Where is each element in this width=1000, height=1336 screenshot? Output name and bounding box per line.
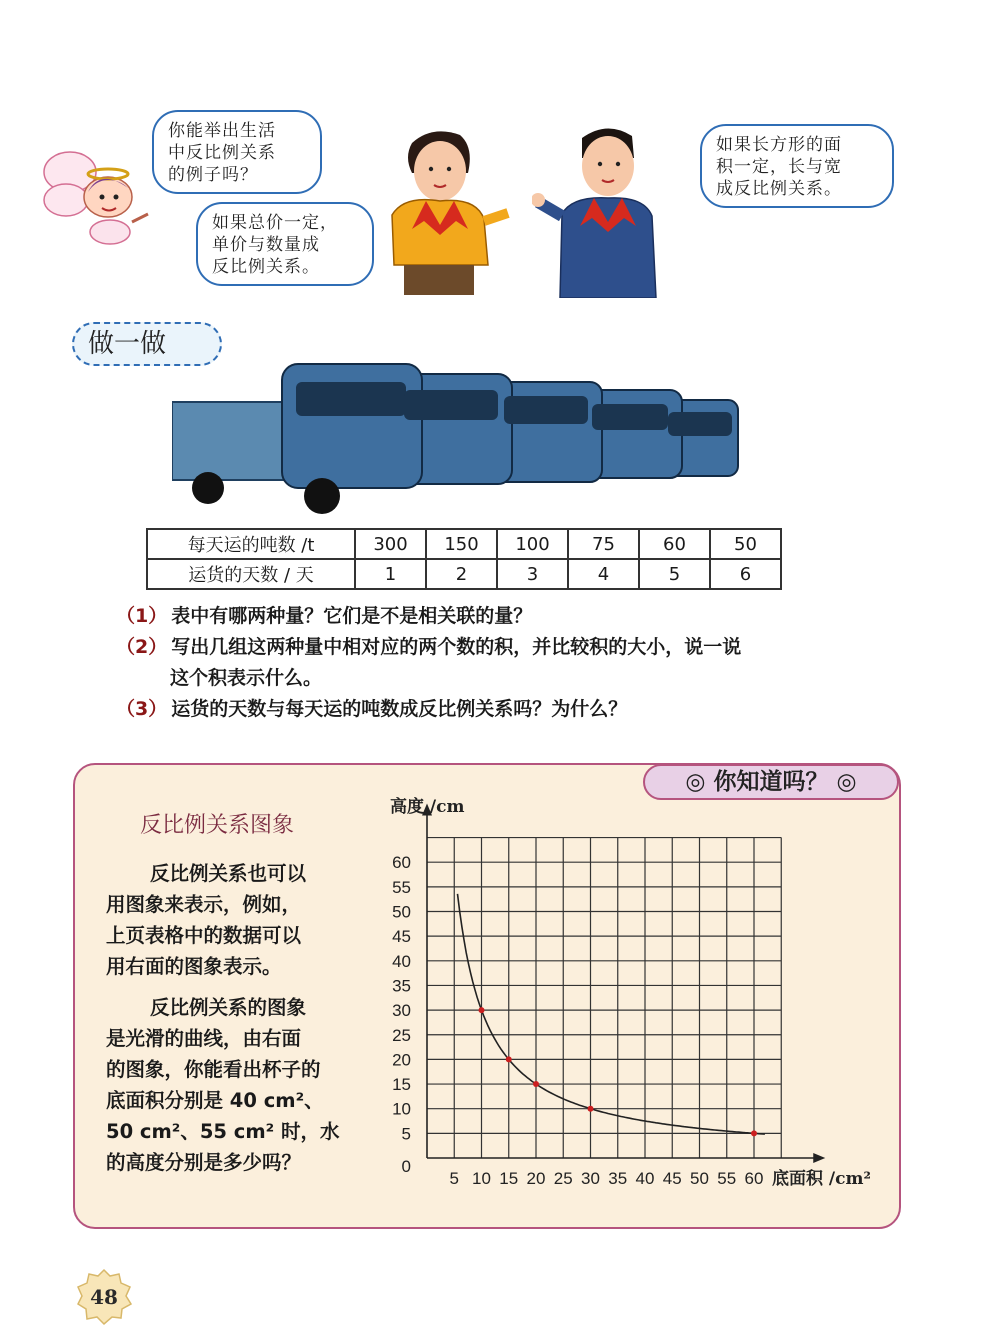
paragraph-line: 的高度分别是多少吗？ xyxy=(106,1151,302,1174)
know-title-text: 你知道吗？ xyxy=(713,769,829,795)
question-text: 运货的天数与每天运的吨数成反比例关系吗？为什么？ xyxy=(171,698,628,720)
data-point xyxy=(751,1130,757,1136)
x-tick-label: 10 xyxy=(472,1169,491,1188)
bubble-line: 单价与数量成 xyxy=(212,235,320,255)
question-text: 这个积表示什么。 xyxy=(170,667,323,689)
trucks-illustration xyxy=(172,360,744,520)
bubble-line: 的例子吗？ xyxy=(168,165,258,185)
girl-illustration xyxy=(382,125,522,297)
question-2 xyxy=(116,632,741,663)
x-tick-label: 20 xyxy=(526,1169,546,1188)
know-subtitle: 反比例关系图象 xyxy=(140,813,295,838)
boy-speech-bubble xyxy=(700,124,894,208)
row-label: 每天运的吨数 /t xyxy=(147,529,355,559)
x-tick-label: 55 xyxy=(717,1169,737,1188)
table-cell: 2 xyxy=(426,559,497,589)
question-text: 写出几组这两种量中相对应的两个数的积，并比较积的大小，说一说 xyxy=(171,636,742,658)
bubble-line: 积一定，长与宽 xyxy=(716,157,842,177)
y-tick-label: 0 xyxy=(401,1157,411,1176)
circle-icon: ◎ xyxy=(685,769,706,795)
data-point xyxy=(533,1081,539,1087)
x-tick-label: 40 xyxy=(635,1169,655,1188)
table-cell: 100 xyxy=(497,529,568,559)
table-row xyxy=(147,559,781,589)
question-2-continued xyxy=(170,663,322,694)
x-tick-label: 35 xyxy=(608,1169,628,1188)
paragraph-line: 50 cm²、55 cm² 时，水 xyxy=(106,1120,340,1143)
data-table xyxy=(146,528,782,590)
table-cell: 150 xyxy=(426,529,497,559)
paragraph-line: 反比例关系的图象 xyxy=(150,996,307,1019)
paragraph-line: 底面积分别是 40 cm²、 xyxy=(106,1089,324,1112)
question-3 xyxy=(116,694,627,725)
y-axis-label: 高度 /cm xyxy=(390,797,465,817)
table-cell: 60 xyxy=(639,529,710,559)
x-tick-label: 50 xyxy=(690,1169,709,1188)
bubble-line: 反比例关系。 xyxy=(212,257,320,277)
y-tick-label: 50 xyxy=(392,902,411,922)
y-tick-label: 5 xyxy=(401,1124,411,1144)
boy-illustration xyxy=(532,118,672,298)
circle-icon: ◎ xyxy=(836,769,857,795)
table-row xyxy=(147,529,781,559)
question-number: （3） xyxy=(116,698,168,720)
y-tick-label: 30 xyxy=(392,1001,411,1021)
table-cell: 6 xyxy=(710,559,781,589)
girl-speech-bubble xyxy=(196,202,374,286)
angel-speech-bubble xyxy=(152,110,322,194)
x-axis-arrow xyxy=(813,1153,825,1163)
y-tick-label: 60 xyxy=(392,853,411,873)
bubble-line: 你能举出生活 xyxy=(168,121,276,141)
paragraph-line: 是光滑的曲线，由右面 xyxy=(106,1027,302,1050)
bubble-line: 如果长方形的面 xyxy=(716,135,842,155)
table-cell: 50 xyxy=(710,529,781,559)
y-tick-label: 40 xyxy=(392,951,411,971)
paragraph-line: 的图象，你能看出杯子的 xyxy=(106,1058,321,1081)
table-cell: 3 xyxy=(497,559,568,589)
bubble-line: 中反比例关系 xyxy=(168,143,276,163)
y-tick-label: 35 xyxy=(392,976,411,996)
x-tick-label: 5 xyxy=(449,1169,459,1188)
paragraph-line: 上页表格中的数据可以 xyxy=(106,924,302,947)
data-point xyxy=(506,1056,512,1062)
data-point xyxy=(479,1007,485,1013)
paragraph-line: 用右面的图象表示。 xyxy=(106,955,282,978)
table-cell: 75 xyxy=(568,529,639,559)
y-tick-label: 45 xyxy=(392,927,411,947)
bubble-line: 成反比例关系。 xyxy=(716,179,842,199)
x-tick-label: 45 xyxy=(662,1169,682,1188)
page-number: 48 xyxy=(90,1285,118,1309)
x-tick-label: 30 xyxy=(581,1169,600,1188)
table-cell: 5 xyxy=(639,559,710,589)
question-text: 表中有哪两种量？它们是不是相关联的量？ xyxy=(171,605,533,627)
question-1 xyxy=(116,601,532,632)
question-number: （2） xyxy=(116,636,168,658)
x-tick-label: 60 xyxy=(744,1169,764,1188)
y-tick-label: 25 xyxy=(392,1025,411,1045)
y-tick-label: 20 xyxy=(392,1050,411,1070)
table-cell: 4 xyxy=(568,559,639,589)
x-tick-label: 25 xyxy=(553,1169,573,1188)
bubble-line: 如果总价一定， xyxy=(212,213,338,233)
paragraph-line: 用图象来表示，例如， xyxy=(106,893,302,916)
section-tag: 做一做 xyxy=(72,322,222,366)
row-label: 运货的天数 / 天 xyxy=(147,559,355,589)
y-tick-label: 15 xyxy=(392,1075,411,1095)
question-number: （1） xyxy=(116,605,168,627)
x-tick-label: 15 xyxy=(499,1169,519,1188)
table-cell: 1 xyxy=(355,559,426,589)
chart-curve xyxy=(458,894,765,1134)
page-number-badge xyxy=(75,1268,133,1326)
table-cell: 300 xyxy=(355,529,426,559)
data-point xyxy=(588,1106,594,1112)
paragraph-line: 反比例关系也可以 xyxy=(150,862,307,885)
inverse-proportion-chart xyxy=(380,790,900,1200)
chart-grid xyxy=(427,838,781,1158)
angel-illustration xyxy=(40,142,155,247)
y-tick-label: 10 xyxy=(392,1099,411,1119)
x-axis-label: 底面积 /cm² xyxy=(772,1169,871,1189)
chart-ticks xyxy=(392,853,763,1188)
y-tick-label: 55 xyxy=(392,877,411,897)
